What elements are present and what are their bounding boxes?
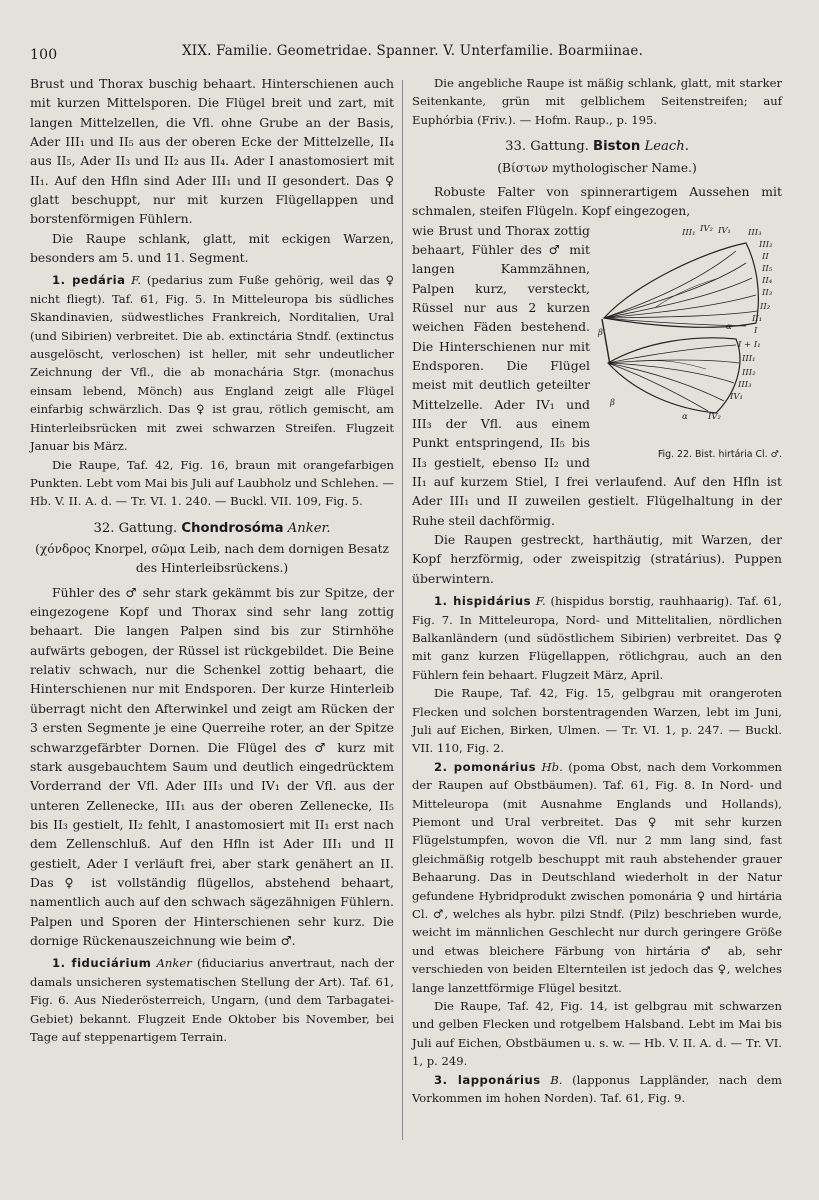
species-text: (hispidus borstig, rauhhaarig). Taf. 61, Fig. 7. In Mitteleuropa, Nord- und Mittelitalien, nördlichen Balkanländern (und südöstlichem Sibirien) verbreitet. Das ♀ mit ganz kurzen Flügellappen, rötlichgrau, auch an den Fühlern fein behaart. Flugzeit März, April.: [412, 594, 782, 682]
species-name: 1. pedária: [52, 273, 126, 288]
wing-venation-figure: [596, 223, 782, 465]
svg-text:III₁: III₁: [742, 353, 756, 364]
species-text: (lapponus Lappländer, nach dem Vorkommen im hohen Norden). Taf. 61, Fig. 9.: [412, 1072, 783, 1106]
genus-etymology: (χόνδρος Knorpel, σῶμα Leib, nach dem dornigen Besatz des Hinterleibsrückens.): [35, 542, 389, 576]
paragraph-genus33-larva: Die Raupen gestreckt, harthäutig, mit Warzen, der Kopf herzförmig, oder zweispitzig (stratárius). Puppen überwintern.: [412, 532, 782, 586]
species-name: 1. hispidárius: [434, 594, 531, 609]
species-entry-pedaria: [30, 271, 394, 455]
svg-text:IV₂: IV₂: [700, 223, 713, 234]
species-larva-hispidarius: Die Raupe, Taf. 42, Fig. 15, gelbgrau mit orangeroten Flecken und solchen borstentragenden Warzen, lebt im Juni, Juli auf Eichen, Birken, Ulmen. — Tr. VI. 1, p. 247. — Buckl. VII. 110, Fig. 2.: [412, 686, 782, 756]
right-column: [412, 74, 782, 1108]
svg-text:I: I: [754, 325, 758, 336]
species-author: F.: [535, 594, 546, 609]
species-entry-lapponarius: [412, 1071, 782, 1108]
svg-text:II₃: II₃: [762, 287, 773, 298]
svg-text:α: α: [726, 321, 732, 332]
genus-heading-biston: [412, 137, 782, 156]
species-larva-pedaria: Die Raupe, Taf. 42, Fig. 16, braun mit orangefarbigen Punkten. Lebt vom Mai bis Juli auf Laubholz und Schlehen. — Hb. V. II. A. d. — Tr. VI. 1. 240. — Buckl. VII. 109, Fig. 5.: [30, 457, 394, 509]
genus-author: Leach.: [644, 139, 689, 155]
species-entry-fiduciarium: [30, 954, 394, 1046]
species-author: B.: [550, 1072, 563, 1087]
species-name: 1. fiduciárium: [52, 956, 152, 971]
column-divider: [402, 80, 403, 1140]
page-header: [30, 43, 800, 69]
svg-text:IV₁: IV₁: [730, 391, 743, 402]
genus-number: 33. Gattung.: [505, 139, 589, 155]
species-larva-pomonarius: Die Raupe, Taf. 42, Fig. 14, ist gelbgrau mit schwarzen und gelben Flecken und rotgelbem Halsband. Lebt im Mai bis Juli auf Eichen, Obstbäumen u. s. w. — Hb. V. II. A. d. — Tr. VI. 1, p. 249.: [412, 999, 782, 1069]
svg-text:IV₂: IV₂: [708, 411, 721, 422]
species-entry-hispidarius: [412, 592, 782, 684]
species-author: F.: [131, 273, 142, 288]
left-column: [30, 74, 394, 1046]
svg-text:α: α: [682, 411, 688, 422]
paragraph-genus31-larva: Die Raupe schlank, glatt, mit eckigen Warzen, besonders am 5. und 11. Segment.: [30, 230, 394, 266]
paragraph-genus33-description: wie Brust und Thorax zottig behaart, Fühler des ♂ mit langen Kammzähnen, Palpen kurz, versteckt, Rüssel nur aus 2 kurzen weichen Fäden bestehend. Die Hinterschienen nur mit Endsporen. Die Flügel meist mit deutlich geteilter Mittelzelle. Ader IV₁ und III₃ der Vfl. aus einem Punkt entspringend, II₅ bis II₃ gestielt, ebenso II₂ und II₁ auf kurzem Stiel, I frei verlaufend. Auf den Hfln ist Ader III₁ und II zuweilen gestielt. Flügelhaltung in der Ruhe steil dachförmig.: [412, 222, 782, 528]
svg-text:III₃: III₃: [748, 227, 762, 238]
svg-text:II₅: II₅: [762, 263, 773, 274]
svg-text:IV₁: IV₁: [718, 225, 731, 236]
svg-text:III₂: III₂: [742, 367, 756, 378]
species-author: Anker: [156, 956, 192, 971]
running-header: XIX. Familie. Geometridae. Spanner. V. Unterfamilie. Boarmiinae.: [182, 43, 644, 59]
svg-text:III₂: III₂: [759, 239, 773, 250]
genus-author: Anker.: [287, 520, 331, 536]
wing-venation-diagram: [596, 223, 782, 449]
species-name: 2. pomonárius: [434, 759, 537, 774]
species-entry-pomonarius: [412, 758, 782, 997]
species-text: (poma Obst, nach dem Vorkommen der Raupen auf Obstbäumen). Taf. 61, Fig. 8. In Nord- und Mitteleuropa (mit Ausnahme Englands und Hollands), Piemont und Ural verbreitet. Das ♀ mit sehr kurzen Flügelstumpfen, wovon die Vfl. nur 2 mm lang sind, fast gleichmäßig rotgelb beschuppt mit rauh abstehender grauer Behaarung. Das in Deutschland wiederholt in der Natur gefundene Hybridprodukt zwischen pomonária ♀ und hirtária Cl. ♂, welches als hybr. pilzi Stndf. (Pilz) beschrieben wurde, weicht im männlichen Geschlecht nur durch geringere Größe und etwas bleichere Färbung von hirtária ♂ ab, sehr verschieden von beiden Elternteilen ist jedoch das ♀, welches lange lanzettförmige Flügel besitzt.: [412, 759, 783, 995]
species-author: Hb.: [541, 759, 563, 774]
genus-heading-chondrosoma: [30, 519, 394, 538]
genus-number: 32. Gattung.: [93, 520, 178, 536]
page-number: 100: [30, 47, 58, 63]
species-name: 3. lapponárius: [434, 1072, 541, 1087]
svg-text:II: II: [762, 251, 769, 262]
paragraph-genus32-description: Fühler des ♂ sehr stark gekämmt bis zur Spitze, der eingezogene Kopf und Thorax sind sehr lang zottig behaart. Die langen Palpen sind bis zur Stirnhöhe aufwärts gebogen, der Rüssel ist rückgebildet. Die Beine relativ schwach, nur die Schenkel zottig behaart, die Hinterschienen nur mit Endsporen. Der kurze Hinterleib überragt nicht den Afterwinkel und zeigt am Rücken der 3 ersten Segmente je eine Querreihe roter, an der Spitze schwarzgefärbter Dornen. Die Flügel des ♂ kurz mit stark ausgebauchtem Saum und deutlich eingedrücktem Vorderrand der Vfl. Ader III₃ und IV₁ der Vfl. aus der unteren Zellenecke, III₁ aus der oberen Zellenecke, II₅ bis II₃ gestielt, II₂ fehlt, I anastomosiert mit II₁ erst nach dem Zellenschluß. Auf den Hfln ist Ader III₁ und II gestielt, Ader I verläuft frei, aber stark genähert an II. Das ♀ ist vollständig flügellos, abstehend behaart, namentlich auch auf den schwach sägezähnigen Fühlern. Palpen und Sporen der Hinterschienen sehr kurz. Die dornige Rückenauszeichnung wie beim ♂.: [30, 584, 394, 948]
paragraph-genus31-description: Brust und Thorax buschig behaart. Hinterschienen auch mit kurzen Mittelsporen. Die Flügel breit und zart, mit langen Mittelzellen, die Vfl. ohne Grube an der Basis, Ader III₁ und II₅ aus der oberen Ecke der Mittelzelle, II₄ aus II₅, Ader II₃ und II₂ aus II₄. Ader I anastomosiert mit II₁. Auf den Hfln sind Ader III₁ und II gesondert. Das ♀ glatt beschuppt, nur mit kurzen Flügellappen und borstenförmigen Fühlern.: [30, 76, 394, 227]
svg-text:β: β: [610, 397, 615, 408]
svg-text:II₂: II₂: [760, 301, 771, 312]
genus-name: Chondrosóma: [181, 520, 284, 536]
svg-text:III₃: III₃: [738, 379, 752, 390]
svg-text:β: β: [598, 327, 603, 338]
paragraph-genus33-intro: Robuste Falter von spinnerartigem Aussehen mit schmalen, steifen Flügeln. Kopf eingezogen,: [412, 183, 782, 219]
genus-etymology: (Bίστων mythologischer Name.): [497, 160, 697, 175]
svg-text:I + I₁: I + I₁: [738, 339, 761, 350]
paragraph-chondrosoma-larva: Die angebliche Raupe ist mäßig schlank, glatt, mit starker Seitenkante, grün mit gelblichem Seitenstreifen; auf Euphórbia (Friv.). — Hofm. Raup., p. 195.: [412, 76, 782, 127]
svg-text:II₁: II₁: [752, 313, 763, 324]
svg-text:II₄: II₄: [762, 275, 773, 286]
svg-text:III₁: III₁: [682, 227, 696, 238]
species-text: (pedarius zum Fuße gehörig, weil das ♀ nicht fliegt). Taf. 61, Fig. 5. In Mitteleuropa bis südliches Skandinavien, südwestliches Frankreich, Norditalien, Ural (und Sibirien) verbreitet. Die ab. extinctária Stndf. (extinctus ausgelöscht, verloschen) ist heller, mit sehr undeutlicher Zeichnung der Vfl., die ab monachária Stgr. (monachus einsam lebend, Mönch) aus England zeigt alle Flügel einfarbig schwärzlich. Das ♀ ist grau, rötlich gemischt, am Hinterleibsrücken mit zwei schwarzen Streifen. Flugzeit Januar bis März.: [30, 273, 394, 454]
figure-caption: Fig. 22. Bist. hirtária Cl. ♂.: [657, 449, 782, 461]
species-text: (fiduciarius anvertraut, nach der damals unsicheren systematischen Stellung der Art). Taf. 61, Fig. 6. Aus Niederösterreich, Ungarn, (und dem Tarbagatei-Gebiet) bekannt. Flugzeit Ende Oktober bis November, bei Tage auf steppenartigem Terrain.: [30, 956, 395, 1044]
genus-name: Biston: [593, 139, 641, 155]
